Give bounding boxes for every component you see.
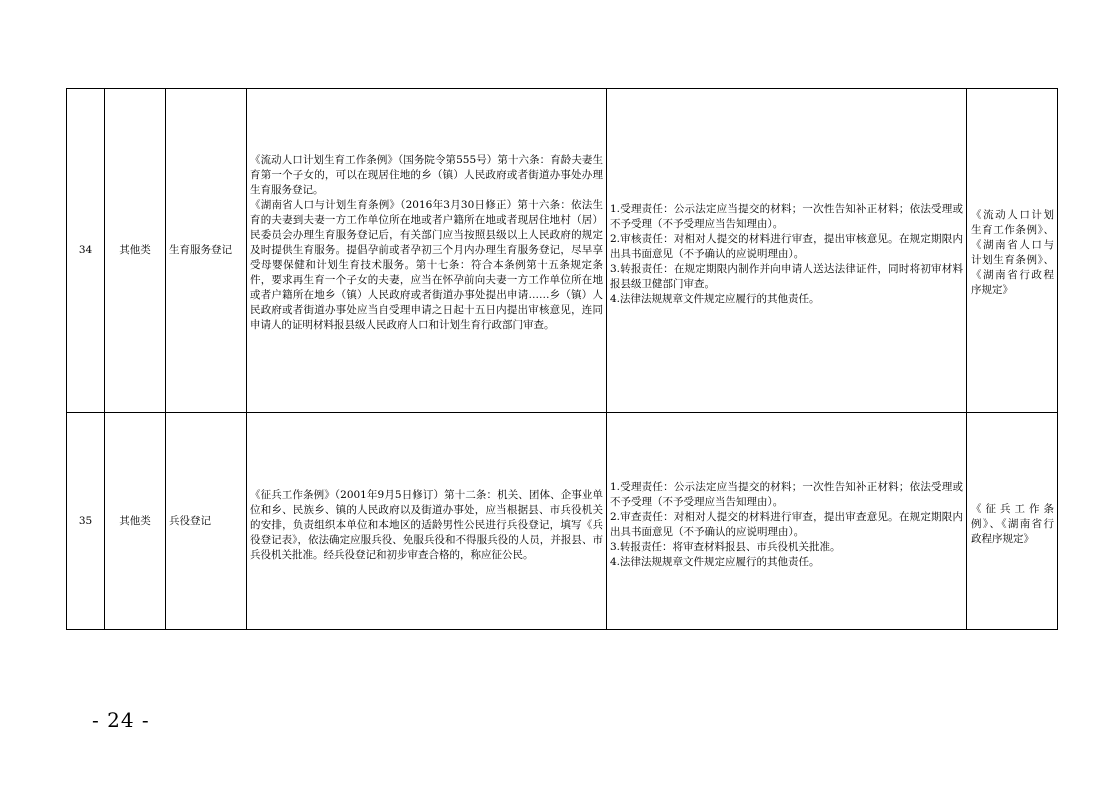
item-number: 34 [67, 89, 105, 413]
responsibility-text: 1.受理责任：公示法定应当提交的材料；一次性告知补正材料；依法受理或不予受理（不予受理应当告知理由）。 2.审核责任：对相对人提交的材料进行审查，提出审核意见。在规定期限内出具书面意见（不予确认的应说明理由）。 3.转报责任：在规定期限内制作并向申请人送达法律证件，同时将初审材料报县级卫健部门审查。 4.法律法规规章文件规定应履行的其他责任。 [610, 203, 963, 305]
page-number: - 24 - [92, 708, 150, 732]
responsibility-cell [607, 413, 967, 630]
table-row [67, 413, 1058, 630]
item-category: 其他类 [105, 89, 166, 413]
item-number: 35 [67, 413, 105, 630]
legal-basis-text: 《流动人口计划生育工作条例》（国务院令第555号）第十六条：育龄夫妻生育第一个子女的，可以在现居住地的乡（镇）人民政府或者街道办事处办理生育服务登记。 《湖南省人口与计划生育条例》（2016年3月30日修正）第十六条：依法生育的夫妻到夫妻一方工作单位所在地或者户籍所在地或者现居住地村（居）民委员会办理生育服务登记后，有关部门应当按照县级以上人民政府的规定及时提供生育服务。提倡孕前或者孕初三个月内办理生育服务登记，尽早享受母婴保健和计划生育技术服务。第十七条：符合本条例第十五条规定条件，要求再生育一个子女的夫妻，应当在怀孕前向夫妻一方工作单位所在地或者户籍所在地乡（镇）人民政府或者街道办事处提出申请……乡（镇）人民政府或者街道办事处应当自受理申请之日起十五日内提出审核意见，连同申请人的证明材料报县级人民政府人口和计划生育行政部门审查。 [250, 153, 603, 331]
legal-basis-text: 《征兵工作条例》（2001年9月5日修订）第十二条：机关、团体、企事业单位和乡、民族乡、镇的人民政府以及街道办事处，应当根据县、市兵役机关的安排，负责组织本单位和本地区的适龄男性公民进行兵役登记，填写《兵役登记表》，依法确定应服兵役、免服兵役和不得服兵役的人员，并报县、市兵役机关批准。经兵役登记和初步审查合格的，称应征公民。 [250, 489, 603, 561]
legal-basis-cell [247, 89, 607, 413]
law-reference-cell [967, 413, 1058, 630]
item-category: 其他类 [105, 413, 166, 630]
item-name: 生育服务登记 [166, 89, 247, 413]
legal-basis-cell [247, 413, 607, 630]
law-reference-text: 《流动人口计划生育工作条例》、《湖南省人口与计划生育条例》、《湖南省行政程序规定》 [971, 208, 1054, 296]
responsibility-table [66, 88, 1058, 630]
responsibility-text: 1.受理责任：公示法定应当提交的材料；一次性告知补正材料；依法受理或不予受理（不予受理应当告知理由）。 2.审查责任：对相对人提交的材料进行审查，提出审查意见。在规定期限内出具书面意见（不予确认的应说明理由）。 3.转报责任：将审查材料报县、市兵役机关批准。 4.法律法规规章文件规定应履行的其他责任。 [610, 481, 963, 568]
table-row [67, 89, 1058, 413]
law-reference-text: 《征兵工作条例》、《湖南省行政程序规定》 [971, 502, 1054, 545]
law-reference-cell [967, 89, 1058, 413]
responsibility-cell [607, 89, 967, 413]
item-name: 兵役登记 [166, 413, 247, 630]
